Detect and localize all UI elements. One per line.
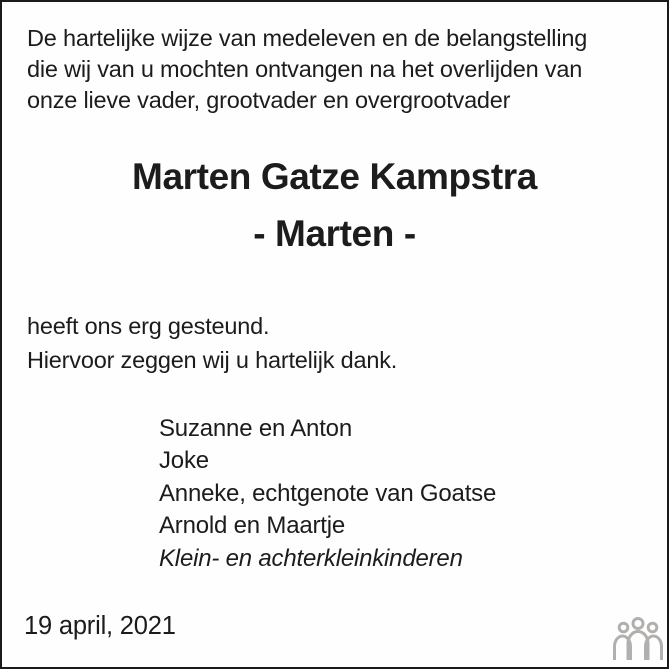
family-member: Arnold en Maartje — [159, 512, 346, 540]
thanks-paragraph — [27, 309, 397, 377]
deceased-nickname: - Marten - — [253, 213, 416, 254]
thanks-line: heeft ons erg gesteund. — [27, 313, 270, 339]
deceased-name-block — [2, 148, 667, 262]
family-people-icon — [613, 617, 663, 661]
family-member: Joke — [159, 447, 209, 475]
publication-date: 19 april, 2021 — [24, 612, 176, 640]
family-member: Suzanne en Anton — [159, 415, 352, 442]
intro-line: De hartelijke wijze van medeleven en de belangstelling — [27, 25, 588, 51]
family-closing: Klein- en achterkleinkinderen — [159, 544, 463, 572]
intro-paragraph — [27, 23, 587, 116]
deceased-full-name: Marten Gatze Kampstra — [132, 156, 537, 197]
intro-line: die wij van u mochten ontvangen na het overlijden van — [27, 56, 583, 82]
family-list — [159, 413, 496, 575]
thanks-line: Hiervoor zeggen wij u hartelijk dank. — [27, 347, 398, 373]
intro-line: onze lieve vader, grootvader en overgrootvader — [27, 87, 511, 113]
family-member: Anneke, echtgenote van Goatse — [159, 479, 497, 507]
